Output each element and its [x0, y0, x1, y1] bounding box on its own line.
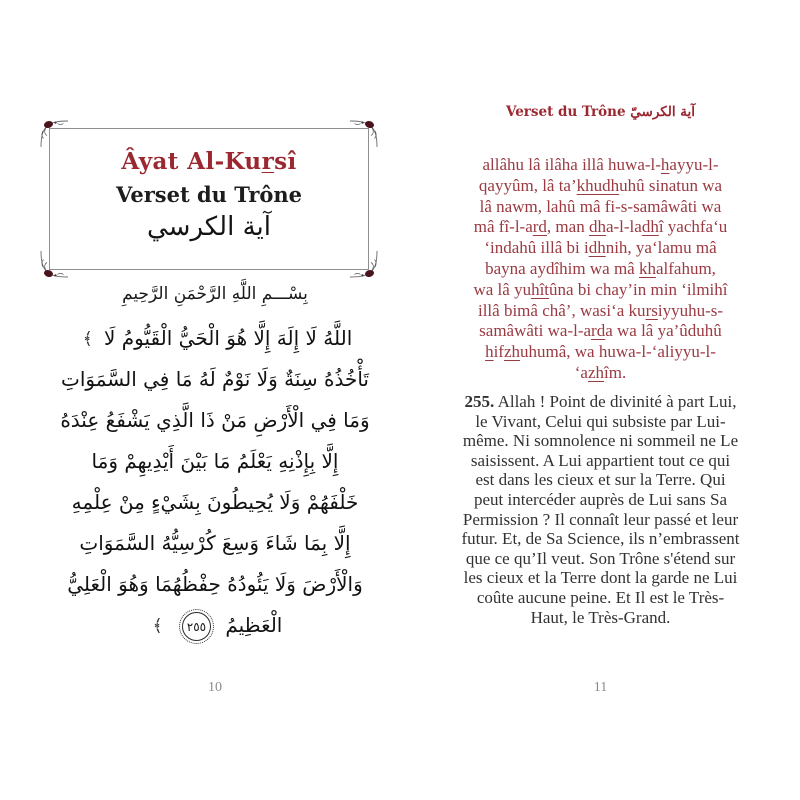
verse-end-ornament-icon: ﴾ [152, 616, 163, 636]
text-line: mâ fî-l-ard, man dha-l-ladhî yachfa‘u [473, 217, 728, 237]
text-line: futur. Et, de Sa Science, ils n’embrassent [461, 529, 740, 549]
verse-number-medallion: ٢٥٥ [182, 612, 211, 641]
text-line: saisissent. A Lui appartient tout ce qui [470, 450, 731, 470]
text-line: hifzhuhumâ, wa huwa-l-‘aliyyu-l- [485, 342, 716, 362]
text-line: coûte aucune peine. Et Il est le Très- [476, 587, 725, 607]
text-line: ‘azhîm. [574, 362, 627, 382]
text-line: peut intercéder auprès de Lui sans Sa [473, 489, 728, 509]
text-line: تَأْخُذُهُ سِنَةٌ وَلَا نَوْمٌ لَهُ مَا فِي السَّمَوَاتِ [61, 367, 369, 391]
text-line: qayyûm, lâ ta’khudhuhû sinatun wa [478, 175, 723, 195]
text-line: Permission ? Il connaît leur passé et leur [462, 509, 739, 529]
text-line: même. Ni somnolence ni sommeil ne Le [462, 431, 739, 451]
text-line: وَالْأَرْضَ وَلَا يَئُودُهُ حِفْظُهُمَا وَهُوَ الْعَلِيُّ [67, 572, 363, 596]
corner-ornament-icon [349, 250, 379, 280]
corner-ornament-icon [39, 118, 69, 148]
text-line: le Vivant, Celui qui subsiste par Lui- [475, 411, 726, 431]
title-arabic: آية الكرسي [147, 212, 271, 242]
text-line: illâ bimâ châ’, wasi‘a kursiyyuhu-s- [477, 300, 724, 320]
text-line: إِلَّا بِإِذْنِهِ يَعْلَمُ مَا بَيْنَ أَيْدِيهِمْ وَمَا [91, 449, 339, 473]
text-line: est dans les cieux et sur la Terre. Qui [475, 470, 726, 490]
page-number-left: 10 [208, 680, 222, 695]
verse-line-text: اللَّهُ لَا إِلَهَ إِلَّا هُوَ الْحَيُّ الْقَيُّومُ لَا [104, 326, 353, 350]
title-french: Verset du Trône [115, 182, 303, 207]
verse-start-ornament-icon: ﴾ [82, 329, 93, 349]
translation-block [428, 392, 773, 627]
text-line: وَمَا فِي الْأَرْضِ مَنْ ذَا الَّذِي يَشْفَعُ عِنْدَهُ [60, 408, 370, 432]
verse-last-line [35, 605, 395, 646]
text-line: 255. Allah ! Point de divinité à part Lui, [464, 392, 737, 411]
text-line: ‘indahû illâ bi idhnih, ya‘lamu mâ [484, 238, 717, 258]
title-frame [49, 128, 369, 270]
verse-last-word: الْعَظِيمُ [225, 613, 283, 637]
text-line: les cieux et la Terre dont la garde ne Lui [463, 568, 738, 588]
basmala-text: بِسْـــمِ اللَّهِ الرَّحْمَنِ الرَّحِيمِ [122, 284, 308, 304]
text-line: que ce qu’Il veut. Son Trône s'étend sur [465, 548, 736, 568]
text-line: Haut, le Très-Grand. [530, 607, 671, 627]
text-line: allâhu lâ ilâha illâ huwa-l-hayyu-l- [482, 155, 719, 174]
verse-line [35, 318, 395, 359]
text-line: إِلَّا بِمَا شَاءَ وَسِعَ كُرْسِيُّهُ السَّمَوَاتِ [79, 531, 351, 555]
text-line: خَلْفَهُمْ وَلَا يُحِيطُونَ بِشَيْءٍ مِنْ عِلْمِهِ [71, 490, 359, 514]
page-number-right: 11 [593, 680, 608, 695]
left-page [35, 0, 395, 800]
title-transliteration: Âyat Al-Kursî [121, 148, 297, 175]
text-line: samâwâti wa-l-arda wa lâ ya’ûduhû [479, 321, 722, 341]
quran-verse-block [35, 318, 395, 646]
corner-ornament-icon [349, 118, 379, 148]
text-line: lâ nawm, lahû mâ fi-s-samâwâti wa [479, 196, 722, 216]
text-line: wa lâ yuhîtûna bi chay’in min ‘ilmihî [473, 279, 728, 299]
right-page [428, 0, 773, 800]
text-line: bayna aydîhim wa mâ khalfahum, [485, 258, 716, 278]
corner-ornament-icon [39, 250, 69, 280]
verse-lines-middle [35, 359, 395, 605]
transliteration-block [428, 155, 773, 384]
running-header: Verset du Trône آية الكرسيّ [505, 104, 696, 120]
